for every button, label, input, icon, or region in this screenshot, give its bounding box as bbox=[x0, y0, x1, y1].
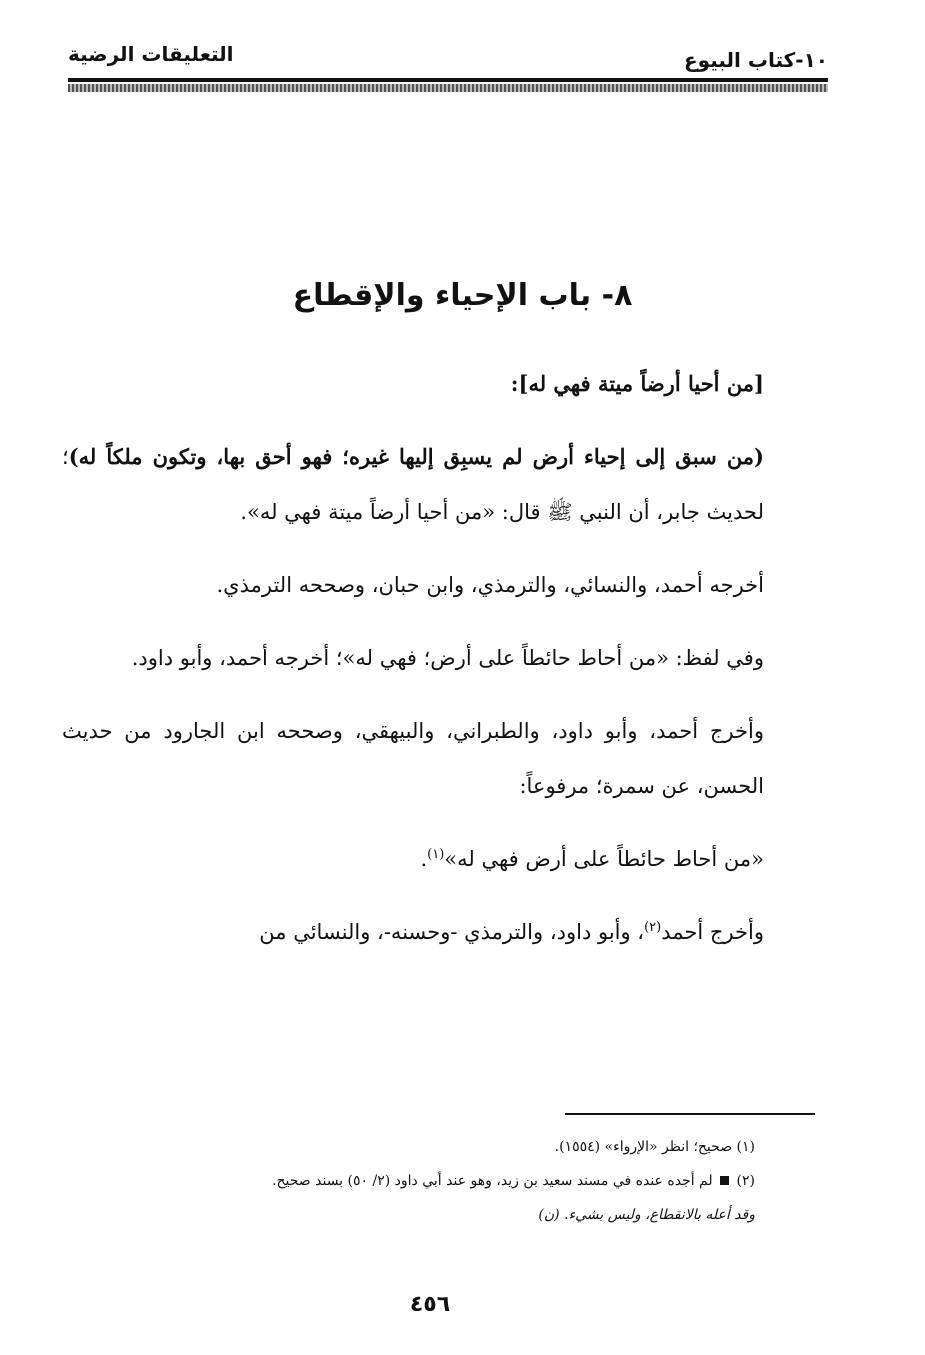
paragraph-4: وأخرج أحمد، وأبو داود، والطبراني، والبيهقي، وصححه ابن الجارود من حديث الحسن، عن سمرة؛ مرفوعاً: bbox=[62, 719, 764, 798]
paragraph-5-text: «من أحاط حائطاً على أرض فهي له» bbox=[444, 847, 764, 871]
footnote-2-text: لم أجده عنده في مسند سعيد بن زيد، وهو عند أبي داود (٢/ ٥٠) بسند صحيح. bbox=[272, 1173, 713, 1189]
footnote-2 bbox=[105, 1164, 755, 1198]
section-heading: [من أحيا أرضاً ميتة فهي له]: bbox=[510, 371, 764, 396]
body-text bbox=[62, 356, 824, 978]
footnotes bbox=[105, 1130, 755, 1232]
paragraph-6-rest: ، وأبو داود، والترمذي -وحسنه-، والنسائي من bbox=[259, 920, 645, 944]
square-mark-icon bbox=[720, 1176, 729, 1185]
header-book-title: التعليقات الرضية bbox=[68, 42, 234, 66]
handwritten-note: وقد أعله بالانقطاع، وليس بشيء. (ن) bbox=[538, 1207, 755, 1223]
chapter-title: ٨- باب الإحياء والإقطاع bbox=[292, 278, 633, 313]
header-rule bbox=[68, 78, 828, 82]
header-book-part: ١٠-كتاب البيوع bbox=[684, 48, 828, 72]
paragraph-1 bbox=[62, 429, 824, 540]
footnote-ref-1: (١) bbox=[427, 847, 445, 862]
footnote-1: (١) صحيح؛ انظر «الإرواء» (١٥٥٤). bbox=[554, 1139, 755, 1155]
paragraph-2: أخرجه أحمد، والنسائي، والترمذي، وابن حبان، وصححه الترمذي. bbox=[216, 573, 764, 597]
footnote-2-number: (٢) bbox=[736, 1173, 755, 1189]
paragraph-1-rest: ؛ لحديث جابر، أن النبي ﷺ قال: «من أحيا أرضاً ميتة فهي له». bbox=[62, 445, 764, 524]
paragraph-5: «من أحاط حائطاً على أرض فهي له»$^{(١)}$. bbox=[420, 847, 764, 871]
paragraph-6-start: وأخرج أحمد bbox=[661, 920, 764, 944]
footnote-ref-2: (٢) bbox=[644, 920, 662, 935]
header-rule-pattern bbox=[68, 84, 828, 92]
footnote-rule bbox=[565, 1113, 815, 1115]
paragraph-6 bbox=[62, 905, 824, 960]
paragraph-3: وفي لفظ: «من أحاط حائطاً على أرض؛ فهي له»؛ أخرجه أحمد، وأبو داود. bbox=[131, 646, 764, 670]
running-header bbox=[68, 40, 828, 74]
paragraph-1-bold: (من سبق إلى إحياء أرض لم يسبِق إليها غيره؛ فهو أحق بها، وتكون ملكاً له) bbox=[68, 444, 764, 469]
page-number: ٤٥٦ bbox=[409, 1292, 451, 1317]
